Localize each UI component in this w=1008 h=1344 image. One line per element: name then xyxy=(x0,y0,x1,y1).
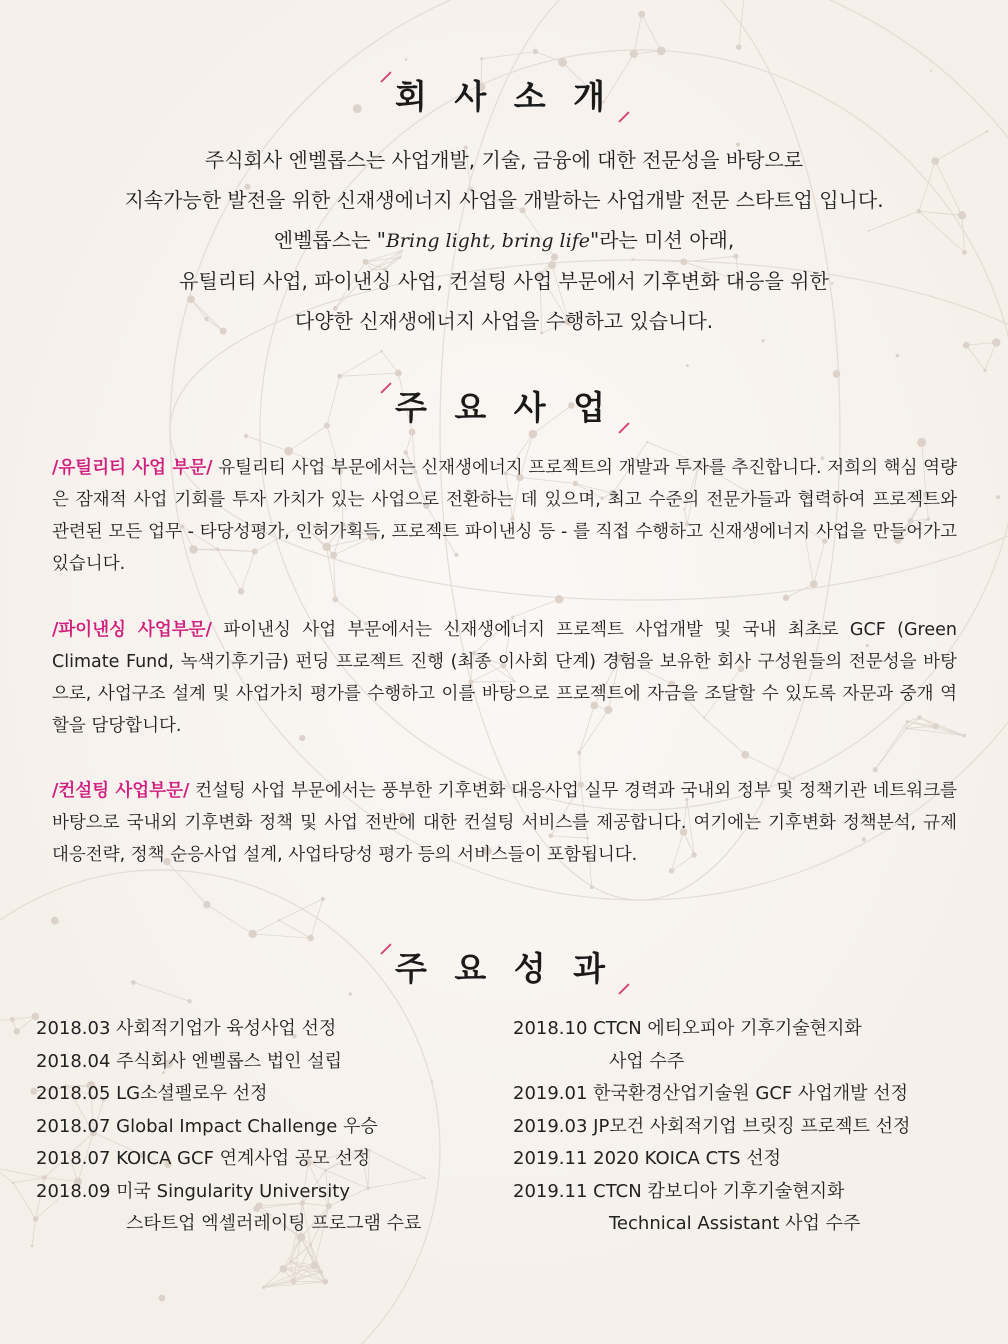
utility-business-text: 유틸리티 사업 부문에서는 신재생에너지 프로젝트의 개발과 투자를 추진합니다. 저희의 핵심 역량은 잠재적 사업 기회를 투자 가치가 있는 사업으로 전환하는 데 있으며, 최고 수준의 전문가들과 협력하여 프로젝트와 관련된 모든 업무 - 타당성평가, 인허가획득, 프로젝트 파이낸싱 등 - 를 직접 수행하고 신재생에너지 사업을 만들어가고 있습니다. xyxy=(52,458,957,574)
mission-quote: Bring light, bring life xyxy=(385,230,590,252)
intro-line xyxy=(0,220,1008,261)
financing-business-paragraph xyxy=(52,614,957,742)
intro-line: 유틸리티 사업, 파이낸싱 사업, 컨설팅 사업 부문에서 기후변화 대응을 위한 xyxy=(179,269,829,293)
intro-line: 지속가능한 발전을 위한 신재생에너지 사업을 개발하는 사업개발 전문 스타트업 입니다. xyxy=(124,188,884,212)
consulting-business-label: /컨설팅 사업부문/ xyxy=(52,781,190,801)
about-section-title xyxy=(0,72,1008,122)
about-title-text: 회 사 소 개 xyxy=(395,77,613,116)
achievement-item: 2018.05 LG소셜펠로우 선정 xyxy=(36,1083,268,1104)
company-intro xyxy=(0,140,1008,341)
utility-business-paragraph xyxy=(52,452,957,580)
achievements-right-column xyxy=(513,1013,910,1241)
achievement-item: 2018.09 미국 Singularity University xyxy=(36,1180,350,1202)
intro-line: 주식회사 엔벨롭스는 사업개발, 기술, 금융에 대한 전문성을 바탕으로 xyxy=(204,148,804,172)
achievement-item: 2018.07 KOICA GCF 연계사업 공모 선정 xyxy=(36,1148,371,1169)
achievements-left-column xyxy=(36,1013,421,1241)
utility-business-label: /유틸리티 사업 부문/ xyxy=(52,458,213,478)
achievement-item: 2019.01 한국환경산업기술원 GCF 사업개발 선정 xyxy=(513,1083,909,1104)
business-section-title xyxy=(0,383,1008,433)
achievement-item: 2018.04 주식회사 엔벨롭스 법인 설립 xyxy=(36,1050,342,1072)
business-title-text: 주 요 사 업 xyxy=(395,388,613,427)
achievement-item-continuation: Technical Assistant 사업 수주 xyxy=(609,1213,861,1234)
achievement-item: 2019.11 CTCN 캄보디아 기후기술현지화 xyxy=(513,1180,845,1202)
consulting-business-text: 컨설팅 사업 부문에서는 풍부한 기후변화 대응사업 실무 경력과 국내외 정부 및 정책기관 네트워크를 바탕으로 국내외 기후변화 정책 및 사업 전반에 대한 컨설팅 서비스를 제공합니다. 여기에는 기후변화 정책분석, 규제 대응전략, 정책 순응사업 설계, 사업타당성 평가 등의 서비스들이 포함됩니다. xyxy=(52,781,957,865)
slash-decoration xyxy=(380,71,391,82)
financing-business-label: /파이낸싱 사업부문/ xyxy=(52,620,212,640)
achievement-item: 2019.11 2020 KOICA CTS 선정 xyxy=(513,1148,782,1169)
intro-text: 엔벨롭스는 " xyxy=(273,228,386,252)
achievements-section-title xyxy=(0,944,1008,994)
slash-decoration xyxy=(618,422,629,433)
slash-decoration xyxy=(618,983,629,994)
achievement-item: 2018.07 Global Impact Challenge 우승 xyxy=(36,1115,378,1137)
slash-decoration xyxy=(618,111,629,122)
intro-text: "라는 미션 아래, xyxy=(590,228,735,252)
intro-line: 다양한 신재생에너지 사업을 수행하고 있습니다. xyxy=(294,309,714,333)
slash-decoration xyxy=(380,943,391,954)
financing-business-text: 파이낸싱 사업 부문에서는 신재생에너지 프로젝트 사업개발 및 국내 최초로 GCF (Green Climate Fund, 녹색기후기금) 펀딩 프로젝트 진행 (최종 이사회 단계) 경험을 보유한 회사 구성원들의 전문성을 바탕으로, 사업구조 설계 및 사업가치 평가를 수행하고 이를 바탕으로 프로젝트에 자금을 조달할 수 있도록 자문과 중개 역할을 담당합니다. xyxy=(52,620,957,736)
achievement-item: 2019.03 JP모건 사회적기업 브릿징 프로젝트 선정 xyxy=(513,1115,911,1137)
achievement-item-continuation: 스타트업 엑셀러레이팅 프로그램 수료 xyxy=(126,1213,422,1234)
achievement-item: 2018.03 사회적기업가 육성사업 선정 xyxy=(36,1018,337,1039)
consulting-business-paragraph xyxy=(52,775,957,871)
achievements-title-text: 주 요 성 과 xyxy=(395,949,613,988)
slash-decoration xyxy=(380,382,391,393)
achievement-item-continuation: 사업 수주 xyxy=(609,1050,685,1072)
achievement-item: 2018.10 CTCN 에티오피아 기후기술현지화 xyxy=(513,1018,862,1039)
